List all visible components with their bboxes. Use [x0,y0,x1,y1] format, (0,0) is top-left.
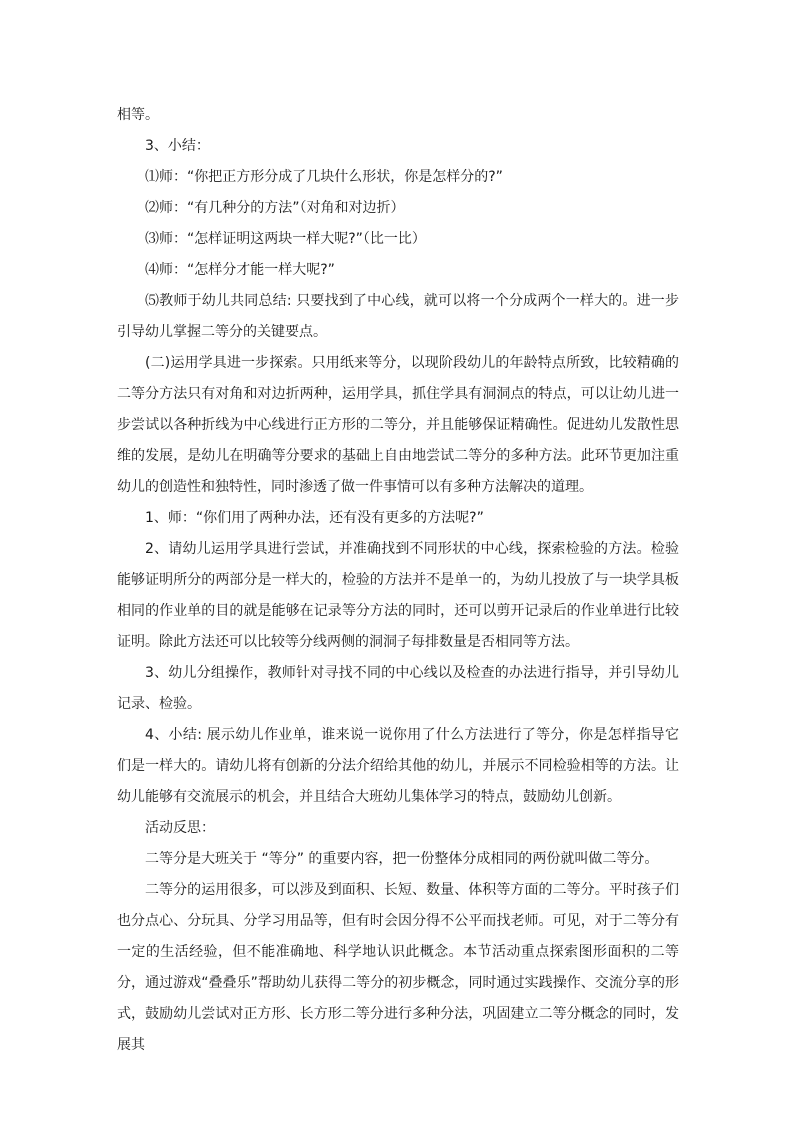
paragraph-summary-item-3: ⑶师：“怎样证明这两块一样大呢?”（比一比） [145,231,426,247]
document-body [117,100,679,1061]
paragraph-summary-item-1: ⑴师：“你把正方形分成了几块什么形状，你是怎样分的?” [145,169,503,185]
paragraph-summary-heading: 3、小结： [145,138,210,154]
paragraph-continuation: 相等。 [117,107,159,123]
paragraph-summary-item-4: ⑷师：“怎样分才能一样大呢?” [145,262,335,278]
paragraph-reflection-heading: 活动反思： [145,820,215,836]
paragraph-section-two: (二)运用学具进一步探索。只用纸来等分，以现阶段幼儿的年龄特点所致，比较精确的二等分方法只有对角和对边折两种，运用学具，抓住学具有洞洞点的特点，可以让幼儿进一步尝试以各种折线为中心线进行正方形的二等分，并且能够保证精确性。促进幼儿发散性思维的发展，是幼儿在明确等分要求的基础上自由地尝试二等分的多种方法。此环节更加注重幼儿的创造性和独特性，同时渗透了做一件事情可以有多种方法解决的道理。 [117,355,679,495]
paragraph-summary-item-5: ⑸教师于幼儿共同总结: 只要找到了中心线，就可以将一个分成两个一样大的。进一步引导幼儿掌握二等分的关键要点。 [117,293,679,340]
paragraph-reflection-1: 二等分是大班关于 “等分” 的重要内容，把一份整体分成相同的两份就叫做二等分。 [145,851,659,867]
paragraph-step-2: 2、请幼儿运用学具进行尝试，并准确找到不同形状的中心线，探索检验的方法。检验能够证明所分的两部分是一样大的，检验的方法并不是单一的，为幼儿投放了与一块学具板相同的作业单的目的就是能够在记录等分方法的同时，还可以剪开记录后的作业单进行比较证明。除此方法还可以比较等分线两侧的洞洞子每排数量是否相同等方法。 [117,541,679,650]
paragraph-step-3: 3、幼儿分组操作，教师针对寻找不同的中心线以及检查的办法进行指导，并引导幼儿记录、检验。 [117,665,679,712]
paragraph-step-1: 1、师：“你们用了两种办法，还有没有更多的方法呢?” [145,510,484,526]
paragraph-summary-item-2: ⑵师：“有几种分的方法”（对角和对边折） [145,200,405,216]
paragraph-reflection-2: 二等分的运用很多，可以涉及到面积、长短、数量、体积等方面的二等分。平时孩子们也分点心、分玩具、分学习用品等，但有时会因分得不公平而找老师。可见，对于二等分有一定的生活经验，但不能准确地、科学地认识此概念。本节活动重点探索图形面积的二等分，通过游戏“叠叠乐”帮助幼儿获得二等分的初步概念，同时通过实践操作、交流分享的形式，鼓励幼儿尝试对正方形、长方形二等分进行多种分法，巩固建立二等分概念的同时，发展其 [117,882,679,1053]
paragraph-step-4: 4、小结: 展示幼儿作业单，谁来说一说你用了什么方法进行了等分，你是怎样指导它们是一样大的。请幼儿将有创新的分法介绍给其他的幼儿，并展示不同检验相等的方法。让幼儿能够有交流展示的机会，并且结合大班幼儿集体学习的特点，鼓励幼儿创新。 [117,727,679,805]
